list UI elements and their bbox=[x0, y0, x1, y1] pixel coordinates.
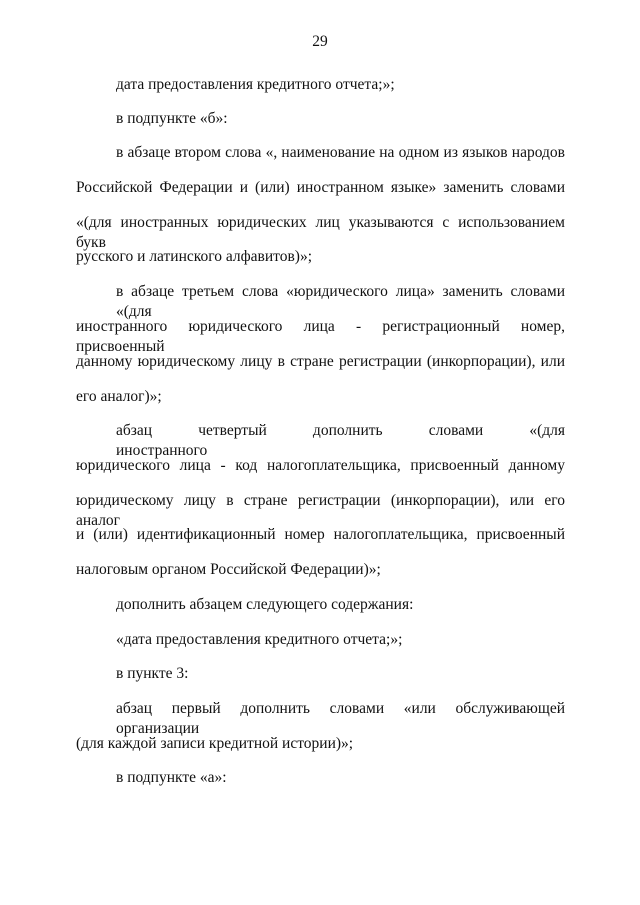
text-line: в подпункте «а»: bbox=[116, 769, 227, 786]
text-line: в пункте 3: bbox=[116, 665, 189, 682]
text-line: дополнить абзацем следующего содержания: bbox=[116, 596, 414, 613]
text-line: Российской Федерации и (или) иностранном языке» заменить словами bbox=[76, 179, 565, 196]
text-line: в подпункте «б»: bbox=[116, 110, 228, 127]
text-line: в абзаце втором слова «, наименование на одном из языков народов bbox=[116, 144, 565, 161]
text-line: его аналог)»; bbox=[76, 388, 162, 405]
text-line: (для каждой записи кредитной истории)»; bbox=[76, 735, 354, 752]
text-line: данному юридическому лицу в стране регистрации (инкорпорации), или bbox=[76, 353, 565, 370]
text-line: налоговым органом Российской Федерации)»; bbox=[76, 561, 381, 578]
text-line: «(для иностранных юридических лиц указываются с использованием букв bbox=[76, 214, 565, 251]
page-number: 29 bbox=[312, 33, 328, 50]
text-line: в абзаце третьем слова «юридического лица» заменить словами «(для bbox=[116, 283, 565, 320]
text-line: дата предоставления кредитного отчета;»; bbox=[116, 76, 395, 93]
text-line: русского и латинского алфавитов)»; bbox=[76, 248, 313, 265]
text-line: «дата предоставления кредитного отчета;»; bbox=[116, 631, 403, 648]
text-line: иностранного юридического лица - регистрационный номер, присвоенный bbox=[76, 318, 565, 355]
text-line: абзац четвертый дополнить словами «(для иностранного bbox=[116, 422, 565, 459]
text-line: юридическому лицу в стране регистрации (инкорпорации), или его аналог bbox=[76, 492, 565, 529]
text-line: юридического лица - код налогоплательщика, присвоенный данному bbox=[76, 457, 565, 474]
text-line: и (или) идентификационный номер налогоплательщика, присвоенный bbox=[76, 526, 565, 543]
text-line: абзац первый дополнить словами «или обслуживающей организации bbox=[116, 700, 565, 737]
